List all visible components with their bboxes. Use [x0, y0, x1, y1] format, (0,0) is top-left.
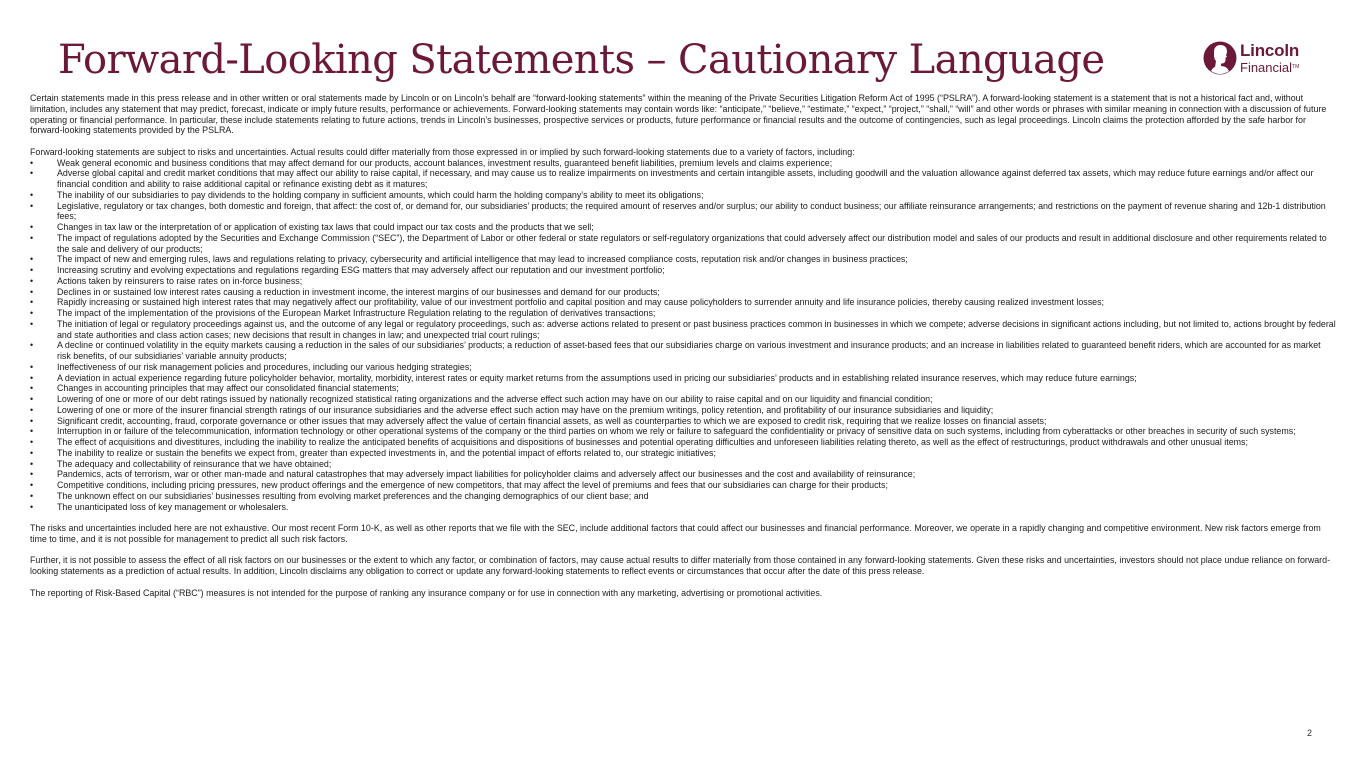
- list-item: • Weak general economic and business conditions that may affect demand for our products, account balances, investment results, guaranteed benefit liabilities, premium levels and claims experience;: [30, 158, 1336, 169]
- paragraph-spacer: [30, 136, 1336, 147]
- logo-subname: Financial™: [1240, 60, 1300, 75]
- list-item: • The unknown effect on our subsidiaries’ businesses resulting from evolving market preferences and the changing demographics of our client base; and: [30, 491, 1336, 502]
- risk-intro-paragraph: Forward-looking statements are subject to risks and uncertainties. Actual results could differ materially from those expressed in or implied by such forward-looking statements due to a variety of factors, including:: [30, 146, 855, 157]
- list-item: • Changes in accounting principles that may affect our consolidated financial statements;: [30, 383, 1336, 394]
- list-item: • Changes in tax law or the interpretation of or application of existing tax laws that could impact our tax costs and the products that we sell;: [30, 222, 1336, 233]
- paragraph-spacer: [30, 512, 1336, 523]
- disclaimer-body: [30, 93, 1336, 598]
- list-item: • Lowering of one or more of our debt ratings issued by nationally recognized statistical rating organizations and the adverse effect such action may have on our ability to raise capital and on our liquidity and financial condition;: [30, 394, 1336, 405]
- list-item: • Interruption in or failure of the telecommunication, information technology or other operational systems of the company or the third parties on whom we rely or failure to safeguard the confidentiality or privacy of sensitive data on such systems, including from cyberattacks or other breaches in security of such systems;: [30, 426, 1336, 437]
- list-item: • Actions taken by reinsurers to raise rates on in-force business;: [30, 276, 1336, 287]
- list-item: • The impact of regulations adopted by the Securities and Exchange Commission (“SEC”), the Department of Labor or other federal or state regulators or self-regulatory organizations that could adversely affect our distribution model and sales of our products and result in additional disclosure and other requirements related to the sale and delivery of our products;: [30, 233, 1336, 255]
- not-exhaustive-paragraph: The risks and uncertainties included here are not exhaustive. Our most recent Form 10-K, as well as other reports that we file with the SEC, include additional factors that could affect our businesses and financial performance. Moreover, we operate in a rapidly changing and competitive environment. New risk factors emerge from time to time, and it is not possible for management to predict all such risk factors.: [30, 523, 1321, 544]
- list-item: • Declines in or sustained low interest rates causing a reduction in investment income, the interest margins of our businesses and demand for our products;: [30, 287, 1336, 298]
- list-item: • Legislative, regulatory or tax changes, both domestic and foreign, that affect: the cost of, or demand for, our subsidiaries’ products; the required amount of reserves and/or surplus; our ability to conduct business; our affiliate reinsurance arrangements; and restrictions on the payment of revenue sharing and 12b-1 distribution fees;: [30, 201, 1336, 223]
- list-item: • Ineffectiveness of our risk management policies and procedures, including our various hedging strategies;: [30, 362, 1336, 373]
- list-item: • The inability of our subsidiaries to pay dividends to the holding company in sufficient amounts, which could harm the holding company’s ability to meet its obligations;: [30, 190, 1336, 201]
- paragraph-spacer: [30, 577, 1336, 588]
- list-item: • Pandemics, acts of terrorism, war or other man-made and natural catastrophes that may adversely impact liabilities for policyholder claims and adversely affect our businesses and the cost and availability of reinsurance;: [30, 469, 1336, 480]
- intro-paragraph: Certain statements made in this press release and in other written or oral statements made by Lincoln or on Lincoln’s behalf are “forward-looking statements” within the meaning of the Private Securities Litigation Reform Act of 1995 (“PSLRA”). A forward-looking statement is a statement that is not a historical fact and, without limitation, includes any statement that may predict, forecast, indicate or imply future results, performance or achievements. Forward-looking statements may contain words like: “anticipate,” “believe,” “estimate,” “expect,” “project,” “shall,” “will” and other words or phrases with similar meaning in connection with a discussion of future operating or financial performance. In particular, these include statements relating to future actions, trends in Lincoln’s businesses, prospective services or products, future performance or financial results and the outcome of contingencies, such as legal proceedings. Lincoln claims the protection afforded by the safe harbor for forward-looking statements provided by the PSLRA.: [30, 93, 1327, 136]
- list-item: • Lowering of one or more of the insurer financial strength ratings of our insurance subsidiaries and the adverse effect such action may have on the premium writings, policy retention, and profitability of our insurance subsidiaries and liquidity;: [30, 405, 1336, 416]
- lincoln-portrait-icon: [1203, 40, 1237, 76]
- rbc-paragraph: The reporting of Risk-Based Capital (“RBC”) measures is not intended for the purpose of ranking any insurance company or for use in connection with any marketing, advertising or promotional activities.: [30, 587, 823, 598]
- list-item: • The effect of acquisitions and divestitures, including the inability to realize the anticipated benefits of acquisitions and dispositions of businesses and potential operating difficulties and unforeseen liabilities relating thereto, as well as the effect of restructurings, product withdrawals and other unusual items;: [30, 437, 1336, 448]
- list-item: • Rapidly increasing or sustained high interest rates that may negatively affect our profitability, value of our investment portfolio and capital position and may cause policyholders to surrender annuity and life insurance policies, thereby causing realized investment losses;: [30, 297, 1336, 308]
- list-item: • Significant credit, accounting, fraud, corporate governance or other issues that may adversely affect the value of certain financial assets, as well as counterparties to which we are exposed to credit risk, requiring that we realize losses on financial assets;: [30, 416, 1336, 427]
- list-item: • The impact of new and emerging rules, laws and regulations relating to privacy, cybersecurity and artificial intelligence that may lead to increased compliance costs, reputation risk and/or changes in business practices;: [30, 254, 1336, 265]
- list-item: • Increasing scrutiny and evolving expectations and regulations regarding ESG matters that may adversely affect our reputation and our investment portfolio;: [30, 265, 1336, 276]
- list-item: • The initiation of legal or regulatory proceedings against us, and the outcome of any legal or regulatory proceedings, such as: adverse actions related to present or past business practices common in businesses in which we compete; adverse decisions in significant actions including, but not limited to, actions brought by federal and state authorities and class action cases; new decisions that result in changes in law; and unexpected trial court rulings;: [30, 319, 1336, 341]
- list-item: • The adequacy and collectability of reinsurance that we have obtained;: [30, 459, 1336, 470]
- list-item: • Competitive conditions, including pricing pressures, new product offerings and the emergence of new competitors, that may affect the level of premiums and fees that our subsidiaries can charge for their products;: [30, 480, 1336, 491]
- list-item: • A deviation in actual experience regarding future policyholder behavior, mortality, morbidity, interest rates or equity market returns from the assumptions used in pricing our subsidiaries’ products and in establishing related insurance reserves, which may reduce future earnings;: [30, 373, 1336, 384]
- lincoln-financial-logo: [1203, 40, 1313, 80]
- risk-factor-list: [30, 158, 1336, 513]
- page-title: Forward-Looking Statements – Cautionary Language: [58, 37, 1105, 83]
- list-item: • The impact of the implementation of the provisions of the European Market Infrastructure Regulation relating to the regulation of derivatives transactions;: [30, 308, 1336, 319]
- logo-name: Lincoln: [1240, 41, 1300, 60]
- list-item: • Adverse global capital and credit market conditions that may affect our ability to raise capital, if necessary, and may cause us to realize impairments on investments and certain intangible assets, including goodwill and the valuation allowance against deferred tax assets, which may reduce future earnings and/or affect our financial condition and ability to raise additional capital or refinance existing debt as it matures;: [30, 168, 1336, 190]
- paragraph-spacer: [30, 545, 1336, 556]
- page-number: 2: [1306, 728, 1312, 738]
- list-item: • A decline or continued volatility in the equity markets causing a reduction in the sales of our subsidiaries’ products; a reduction of asset-based fees that our subsidiaries charge on various investment and insurance products; and an increase in liabilities related to guaranteed benefit riders, which are accounted for as market risk benefits, of our subsidiaries’ variable annuity products;: [30, 340, 1336, 362]
- trademark-mark: TM: [1292, 64, 1300, 70]
- further-paragraph: Further, it is not possible to assess the effect of all risk factors on our businesses or the extent to which any factor, or combination of factors, may cause actual results to differ materially from those contained in any forward-looking statements. Given these risks and uncertainties, investors should not place undue reliance on forward-looking statements as a prediction of actual results. In addition, Lincoln disclaims any obligation to correct or update any forward-looking statements to reflect events or circumstances that occur after the date of this press release.: [30, 555, 1331, 576]
- list-item: • The unanticipated loss of key management or wholesalers.: [30, 502, 1336, 513]
- list-item: • The inability to realize or sustain the benefits we expect from, greater than expected investments in, and the potential impact of efforts related to, our strategic initiatives;: [30, 448, 1336, 459]
